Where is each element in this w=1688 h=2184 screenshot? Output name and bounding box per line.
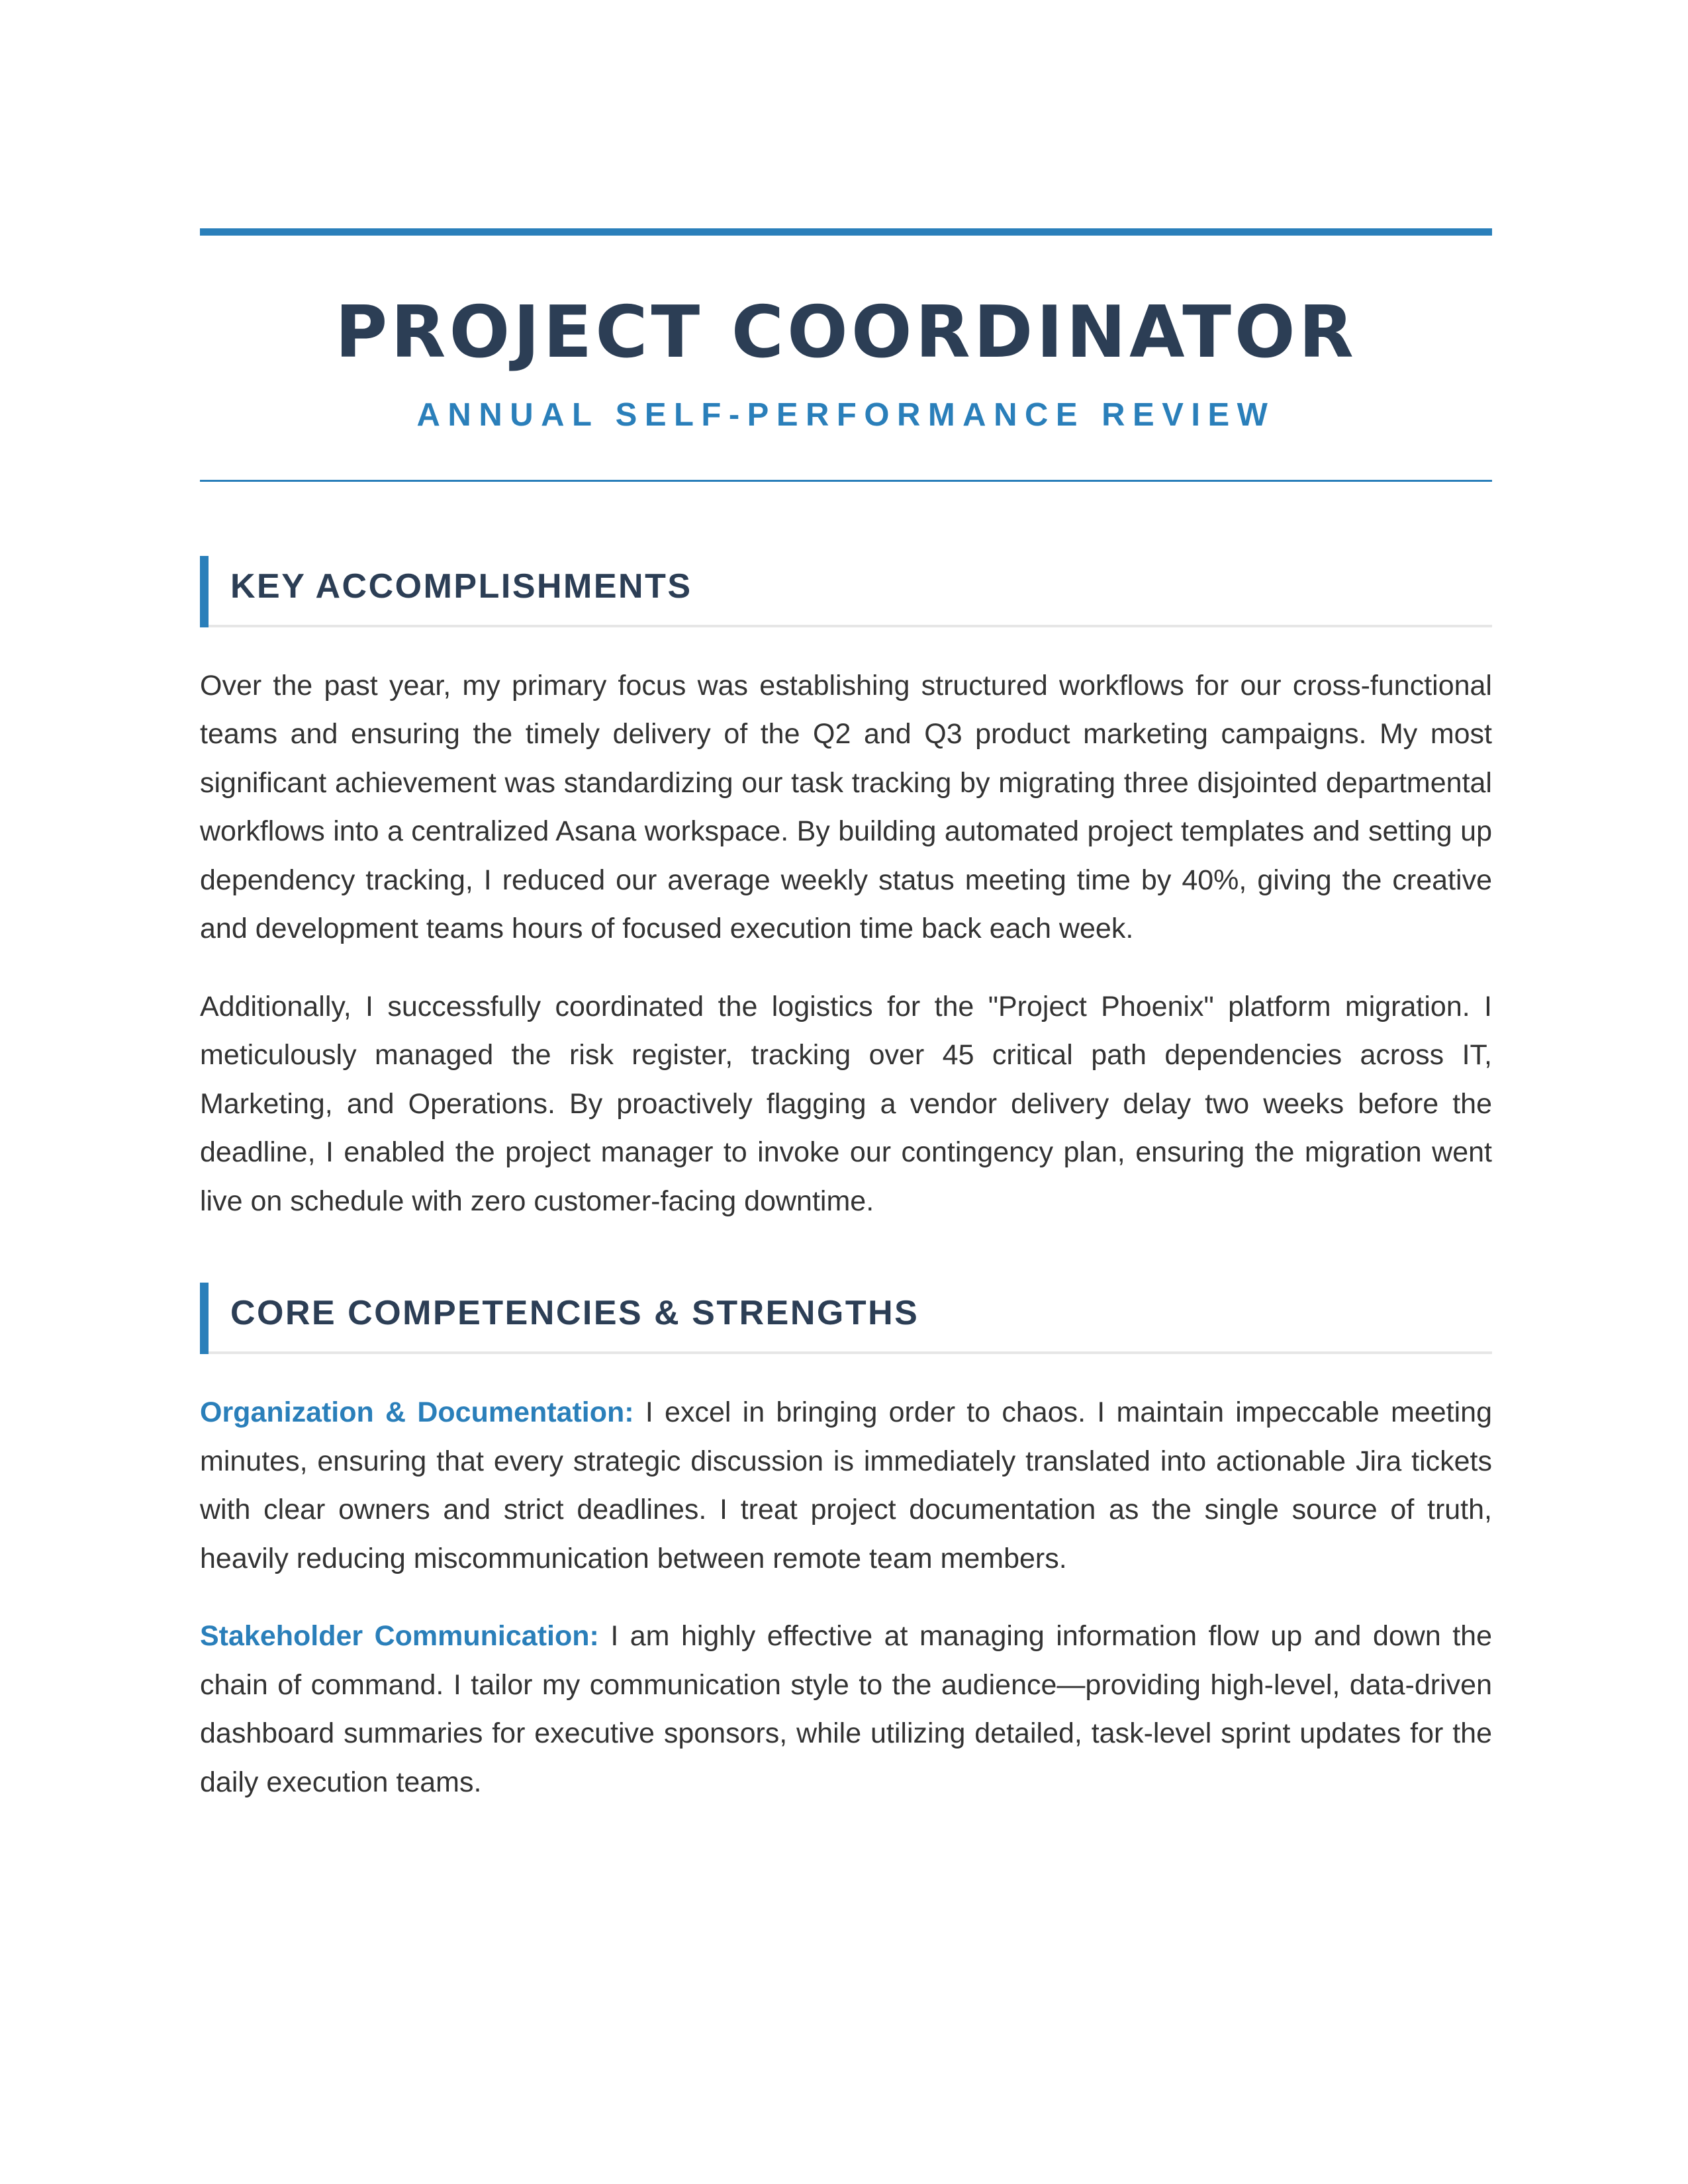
- document-subtitle: ANNUAL SELF-PERFORMANCE REVIEW: [416, 396, 1276, 433]
- accomplishment-paragraph: Additionally, I successfully coordinated the logistics for the "Project Phoenix" platform migration. I meticulously managed the risk register, tracking over 45 critical path dependencies across IT, Marketing, and Operations. By proactively flagging a vendor delivery delay two weeks before the deadline, I enabled the project manager to invoke our contingency plan, ensuring the migration went live on schedule with zero customer-facing downtime.: [200, 990, 1492, 1217]
- competency-item: [200, 1612, 1492, 1807]
- core-competencies-section: [200, 1283, 1492, 1807]
- key-accomplishments-section: [200, 556, 1492, 1226]
- section-heading: CORE COMPETENCIES & STRENGTHS: [230, 1294, 919, 1333]
- competency-item: [200, 1388, 1492, 1583]
- competency-label: Stakeholder Communication:: [200, 1620, 599, 1653]
- section-header: [200, 556, 1492, 627]
- competency-text: I excel in bringing order to chaos. I maintain impeccable meeting minutes, ensuring that every strategic discussion is immediately translated into actionable Jira tickets with clear owners and strict deadlines. I treat project documentation as the single source of truth, heavily reducing miscommunication between remote team members.: [200, 1396, 1493, 1574]
- section-heading: KEY ACCOMPLISHMENTS: [230, 567, 692, 606]
- top-accent-rule: [200, 228, 1492, 236]
- accomplishment-paragraph: Over the past year, my primary focus was establishing structured workflows for our cross-functional teams and ensuring the timely delivery of the Q2 and Q3 product marketing campaigns. My most significant achievement was standardizing our task tracking by migrating three disjointed departmental workflows into a centralized Asana workspace. By building automated project templates and setting up dependency tracking, I reduced our average weekly status meeting time by 40%, giving the creative and development teams hours of focused execution time back each week.: [200, 669, 1492, 945]
- competency-text: I am highly effective at managing information flow up and down the chain of command. I tailor my communication style to the audience—providing high-level, data-driven dashboard summaries for executive sponsors, while utilizing detailed, task-level sprint updates for the daily execution teams.: [200, 1620, 1492, 1798]
- section-accent-bar: [200, 1283, 209, 1354]
- section-header: [200, 1283, 1492, 1354]
- document-page: [200, 228, 1492, 1807]
- document-title: PROJECT COORDINATOR: [335, 291, 1357, 374]
- header-divider: [200, 480, 1492, 482]
- section-accent-bar: [200, 556, 209, 627]
- competency-label: Organization & Documentation:: [200, 1396, 634, 1429]
